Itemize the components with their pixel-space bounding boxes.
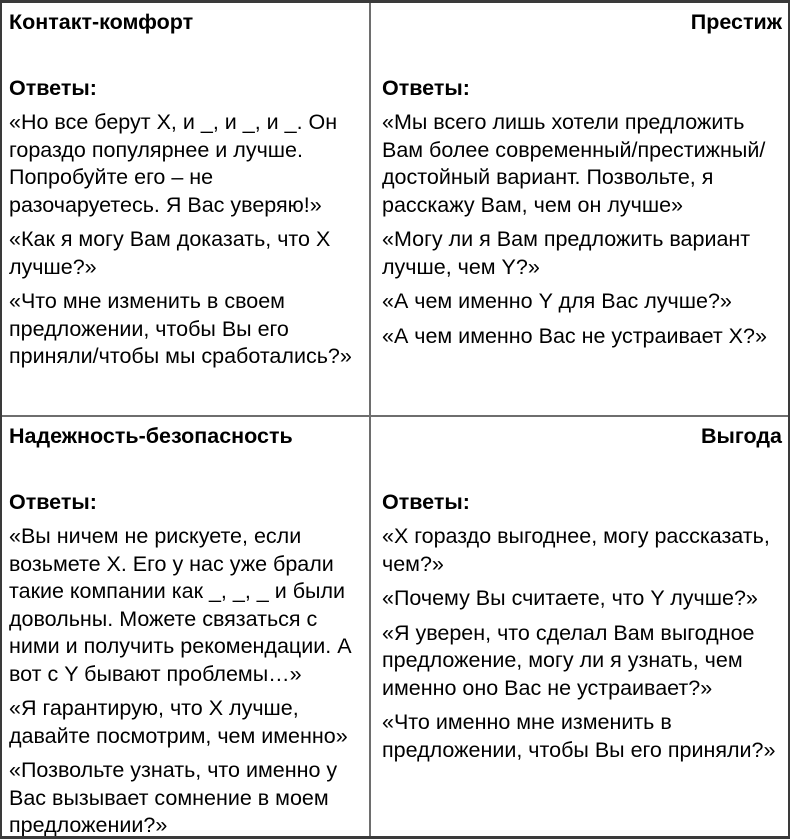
quote-paragraph: «Я гарантирую, что X лучше, давайте посмотрим, чем именно»: [9, 696, 348, 748]
quote-paragraph: «Могу ли я Вам предложить вариант лучше, чем Y?»: [382, 227, 751, 279]
quote-paragraph: «Но все берут X, и _, и _, и _. Он гораздо популярнее и лучше. Попробуйте его – не разочаруетесь. Я Вас уверяю!»: [9, 110, 338, 217]
quote-paragraph: «Что мне изменить в своем предложении, чтобы Вы его приняли/чтобы мы сработались?»: [9, 289, 352, 368]
cell-contact-comfort: [2, 3, 371, 417]
answers-label: Ответы:: [382, 489, 470, 514]
cell-title: Надежность-безопасность: [9, 424, 293, 448]
quote-paragraph: «X гораздо выгоднее, могу рассказать, чем?»: [382, 524, 770, 576]
quote-paragraph: «Я уверен, что сделал Вам выгодное предложение, могу ли я узнать, чем именно оно Вас не устраивает?»: [382, 620, 755, 700]
cell-title: Выгода: [700, 424, 782, 448]
cell-title: Контакт-комфорт: [9, 10, 194, 34]
cell-reliability-safety: [2, 417, 371, 836]
quote-paragraph: «А чем именно Вас не устраивает X?»: [382, 323, 767, 348]
answers-label: Ответы:: [9, 75, 97, 100]
cell-benefit: [371, 417, 788, 836]
quote-paragraph: «А чем именно Y для Вас лучше?»: [382, 289, 732, 313]
quote-paragraph: «Вы ничем не рискуете, если возьмете X. Его у нас уже брали такие компании как _, _, _ и были довольны. Можете связаться с ними и получить рекомендации. А вот с Y бывают проблемы…»: [9, 524, 352, 686]
quote-paragraph: «Что именно мне изменить в предложении, чтобы Вы его приняли?»: [382, 710, 776, 762]
quote-paragraph: «Мы всего лишь хотели предложить Вам более современный/престижный/достойный вариант. Позвольте, я расскажу Вам, чем он лучше»: [382, 110, 766, 217]
answers-label: Ответы:: [382, 75, 470, 100]
cell-prestige: [371, 3, 788, 417]
answers-label: Ответы:: [9, 489, 97, 514]
quote-paragraph: «Позвольте узнать, что именно у Вас вызывает сомнение в моем предложении?»: [9, 758, 338, 836]
quote-paragraph: «Почему Вы считаете, что Y лучше?»: [382, 586, 758, 610]
quote-paragraph: «Как я могу Вам доказать, что X лучше?»: [9, 227, 331, 279]
cell-title: Престиж: [690, 10, 782, 34]
